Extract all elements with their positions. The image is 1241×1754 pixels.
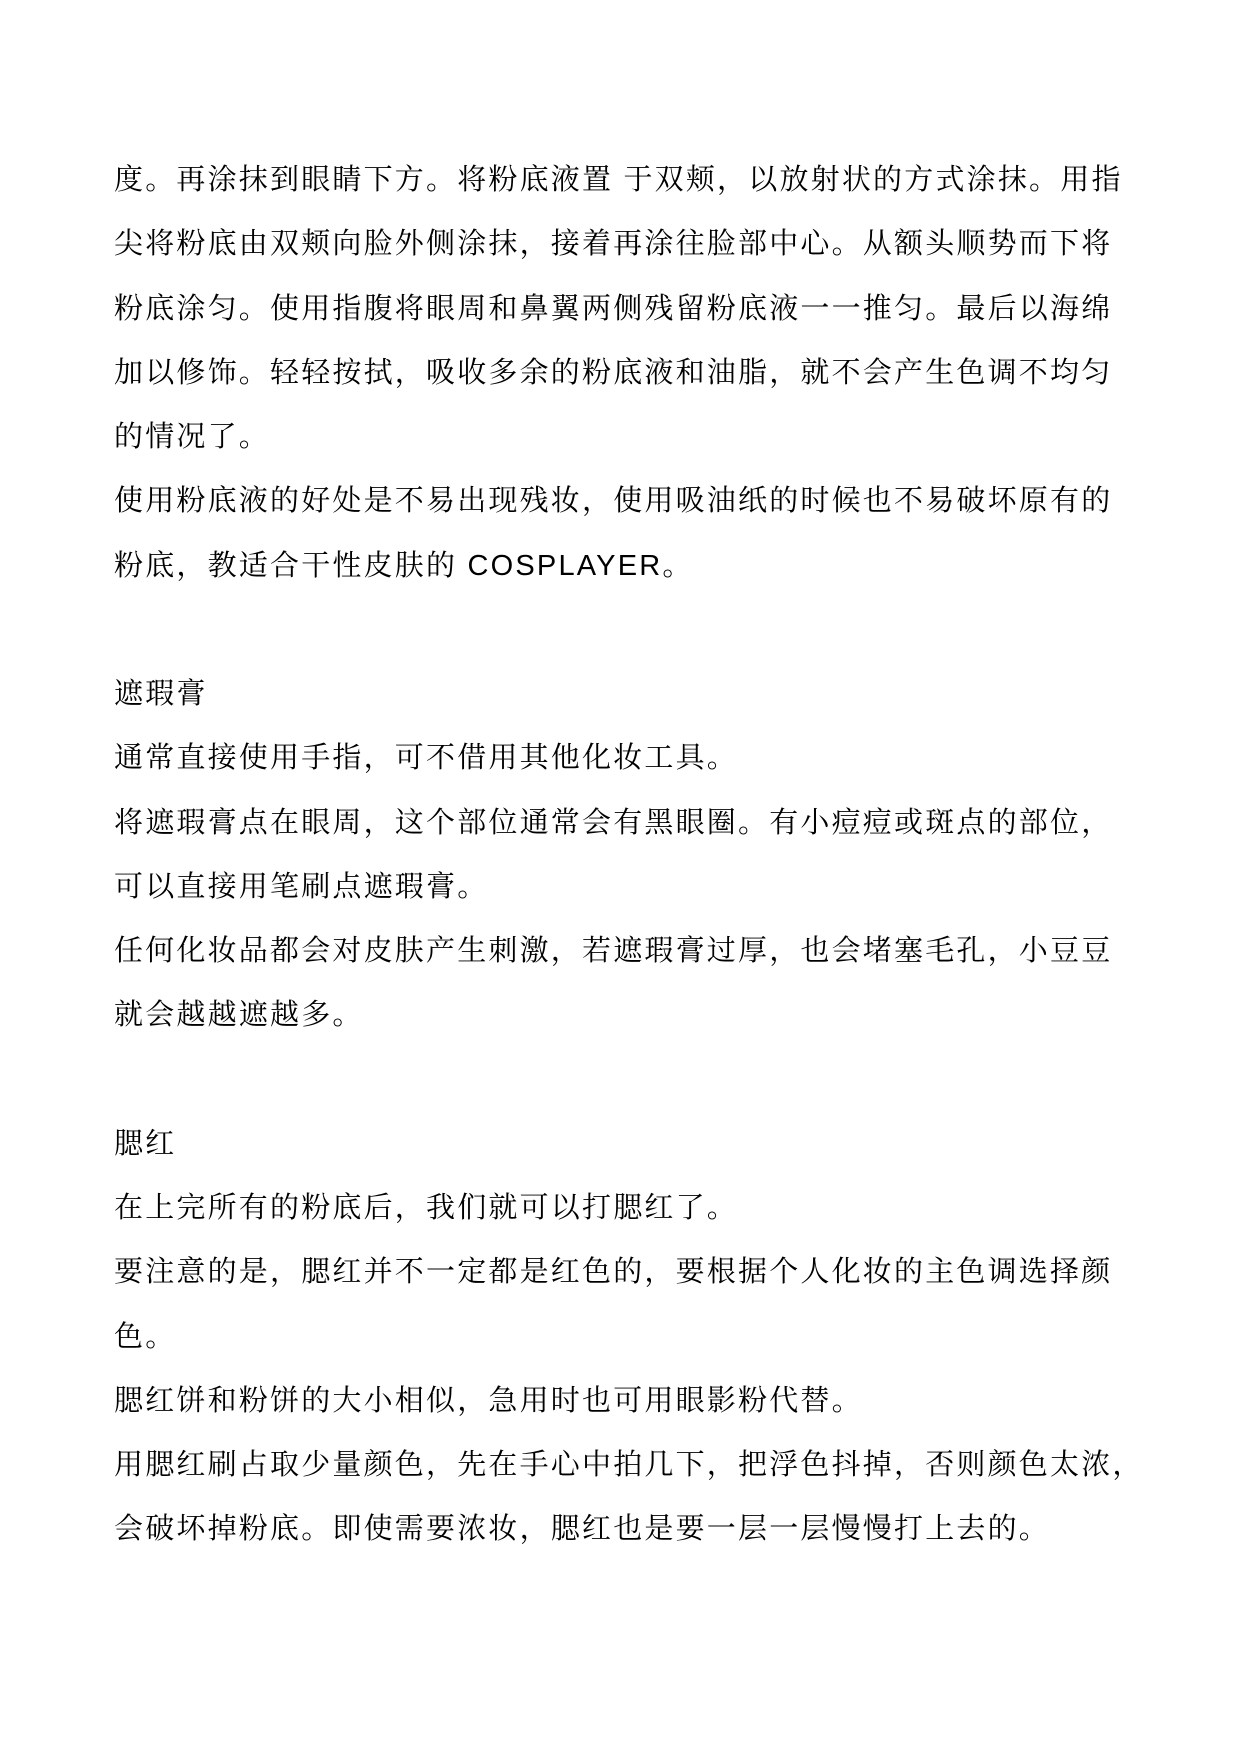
text-line: 就会越越遮越多。 bbox=[114, 999, 364, 1032]
text-line: 的情况了。 bbox=[114, 421, 271, 453]
section-paragraph bbox=[114, 791, 1214, 920]
section-paragraph bbox=[114, 1240, 1214, 1369]
text-line: 色。 bbox=[114, 1320, 177, 1353]
intro-paragraph bbox=[114, 469, 1214, 598]
section-concealer bbox=[114, 662, 1214, 1048]
intro-paragraph bbox=[114, 148, 1214, 469]
text-line: 加以修饰。轻轻按拭，吸收多余的粉底液和油脂，就不会产生色调不均匀 bbox=[114, 356, 1113, 389]
blank-line bbox=[114, 1048, 1214, 1112]
text-line: 粉底，教适合干性皮肤的 COSPLAYER。 bbox=[114, 549, 694, 582]
text-line: 要注意的是，腮红并不一定都是红色的，要根据个人化妆的主色调选择颜 bbox=[114, 1256, 1113, 1289]
text-line: 腮红饼和粉饼的大小相似，急用时也可用眼影粉代替。 bbox=[114, 1384, 863, 1417]
section-paragraph bbox=[114, 1433, 1214, 1562]
section-paragraph bbox=[114, 1176, 1214, 1240]
section-paragraph bbox=[114, 919, 1214, 1048]
text-line: 粉底涂匀。使用指腹将眼周和鼻翼两侧残留粉底液一一推匀。最后以海绵 bbox=[114, 292, 1113, 325]
blank-line bbox=[114, 598, 1214, 662]
text-line: 使用粉底液的好处是不易出现残妆，使用吸油纸的时候也不易破坏原有的 bbox=[114, 485, 1113, 518]
text-line: 可以直接用笔刷点遮瑕膏。 bbox=[114, 870, 489, 903]
text-line: 尖将粉底由双颊向脸外侧涂抹，接着再涂往脸部中心。从额头顺势而下将 bbox=[114, 228, 1113, 261]
section-blush bbox=[114, 1112, 1214, 1562]
section-heading: 腮红 bbox=[114, 1127, 177, 1160]
text-line: 在上完所有的粉底后，我们就可以打腮红了。 bbox=[114, 1192, 739, 1224]
text-line: 将遮瑕膏点在眼周，这个部位通常会有黑眼圈。有小痘痘或斑点的部位， bbox=[114, 806, 1113, 839]
section-paragraph bbox=[114, 1369, 1214, 1433]
section-paragraph bbox=[114, 726, 1214, 790]
text-line: 任何化妆品都会对皮肤产生刺激，若遮瑕膏过厚，也会堵塞毛孔，小豆豆 bbox=[114, 935, 1113, 967]
text-line: 度。再涂抹到眼睛下方。将粉底液置 于双颊，以放射状的方式涂抹。用指 bbox=[114, 164, 1123, 196]
section-heading: 遮瑕膏 bbox=[114, 678, 208, 710]
text-line: 用腮红刷占取少量颜色，先在手心中拍几下，把浮色抖掉，否则颜色太浓， bbox=[114, 1449, 1144, 1481]
text-line: 会破坏掉粉底。即使需要浓妆，腮红也是要一层一层慢慢打上去的。 bbox=[114, 1513, 1051, 1546]
text-line: 通常直接使用手指，可不借用其他化妆工具。 bbox=[114, 742, 739, 775]
document-body bbox=[114, 148, 1214, 1562]
